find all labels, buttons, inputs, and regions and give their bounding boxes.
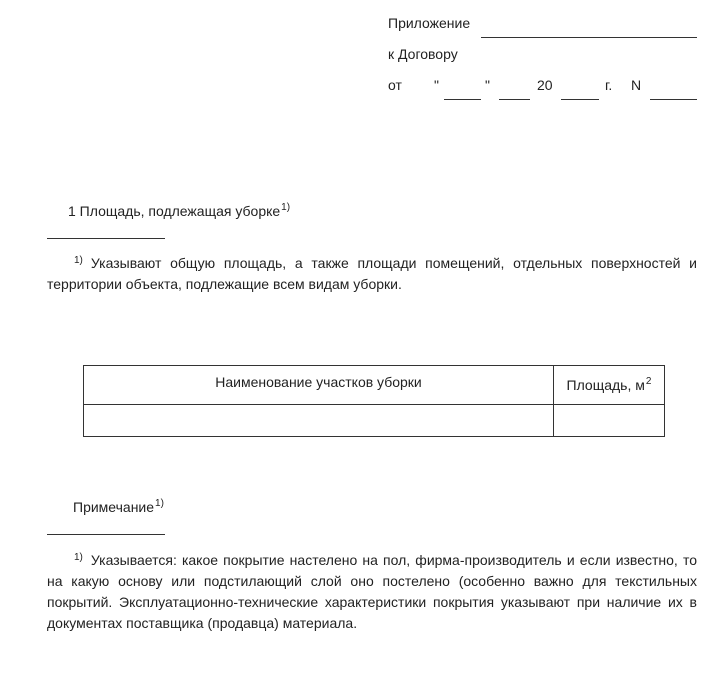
section1-footnote-ref: 1) — [281, 202, 291, 213]
table-row — [84, 405, 665, 437]
day-blank[interactable] — [444, 99, 481, 100]
note-title-text: Примечание — [73, 499, 155, 515]
col-header-area-size-text: Площадь, м — [566, 377, 645, 393]
date-from-label: от — [388, 77, 402, 93]
quote-open: " — [434, 77, 439, 93]
contract-number-blank[interactable] — [650, 99, 697, 100]
note-footnote-text: Указывается: какое покрытие настелено на пол, фирма-производитель и если известно, то на какую основу или подстилающий слой оно постелено (особенно важно для текстильных покрытий. Эксплуатационно-технические характеристики покрытия указывают при наличие их в документах поставщика (продавца) материала. — [47, 552, 697, 631]
col-header-area-size — [554, 366, 665, 405]
month-blank[interactable] — [499, 99, 530, 100]
section1-title-text: 1 Площадь, подлежащая уборке — [68, 203, 281, 219]
number-label: N — [631, 77, 642, 93]
table-header-row — [84, 366, 665, 405]
section1-footnote — [47, 250, 697, 295]
contract-label: к Договору — [388, 46, 458, 62]
note-title — [73, 499, 164, 515]
footnote-separator-1 — [47, 238, 165, 239]
appendix-label: Приложение — [388, 15, 471, 31]
note-footnote — [47, 547, 697, 634]
col-header-area-size-sup: 2 — [645, 376, 652, 387]
year-prefix: 20 — [537, 77, 553, 93]
col-header-area-name: Наименование участков уборки — [84, 366, 554, 405]
note-footnote-ref: 1) — [155, 498, 164, 509]
cleaning-areas-table — [83, 365, 665, 437]
appendix-number-blank[interactable] — [481, 37, 697, 38]
section1-title — [68, 203, 290, 219]
table-cell-area-size[interactable] — [554, 405, 665, 437]
table-cell-area-name[interactable] — [84, 405, 554, 437]
note-footnote-mark: 1) — [74, 552, 83, 563]
footnote-separator-2 — [47, 534, 165, 535]
year-suffix: г. — [605, 77, 613, 93]
quote-close: " — [485, 77, 490, 93]
year-blank[interactable] — [561, 99, 599, 100]
section1-footnote-mark: 1) — [74, 255, 83, 266]
section1-footnote-text: Указывают общую площадь, а также площади помещений, отдельных поверхностей и территории объекта, подлежащие всем видам уборки. — [47, 255, 697, 292]
